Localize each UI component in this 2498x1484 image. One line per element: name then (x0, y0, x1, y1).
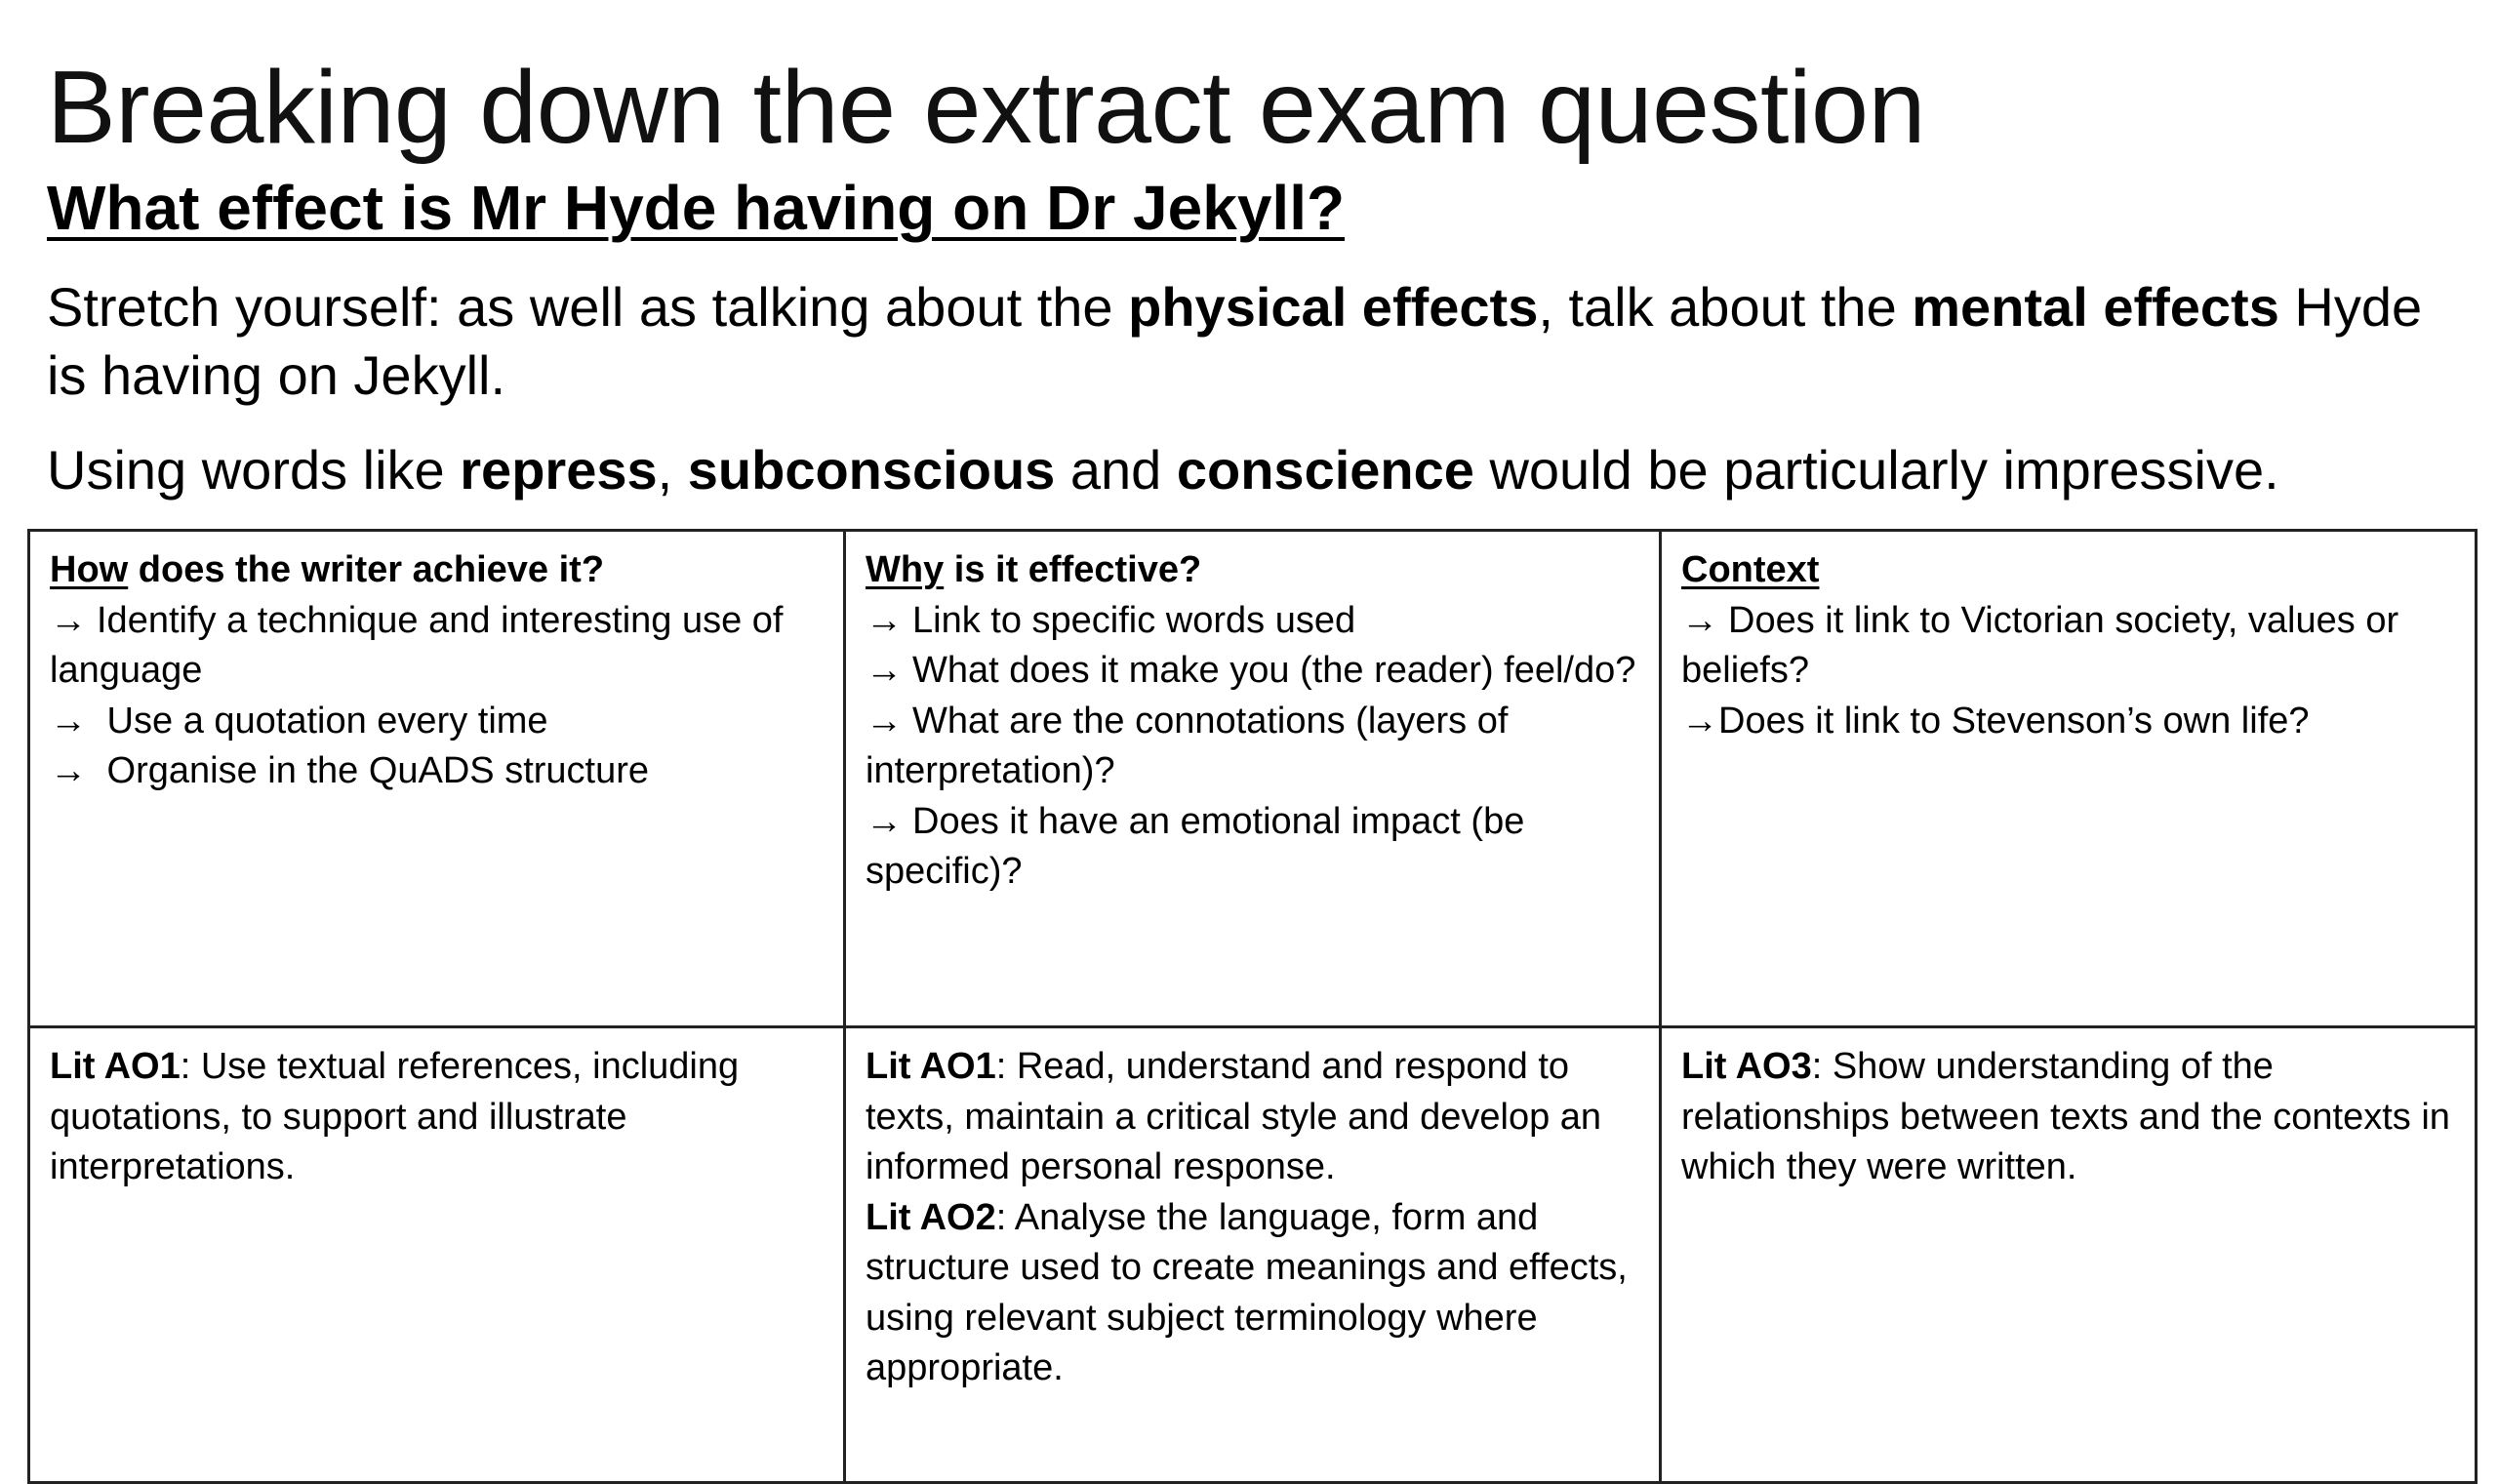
how-heading-rest: does the writer achieve it? (128, 549, 605, 590)
why-item (866, 646, 1641, 697)
ao-left-label: Lit AO1 (50, 1046, 181, 1087)
context-item-text: Does it link to Victorian society, values or beliefs? (1681, 599, 2399, 691)
words-sep-2: and (1055, 439, 1177, 501)
stretch-end-text: Hyde is having on Jekyll. (47, 276, 2423, 406)
context-cell (1661, 531, 2477, 1027)
how-heading-underlined: How (50, 549, 129, 590)
ao-right-cell (1661, 1027, 2477, 1483)
why-cell (845, 531, 1661, 1027)
words-end-text: would be particularly impressive. (1473, 439, 2279, 501)
arrow-icon: → (1681, 700, 1718, 742)
ao2-block (866, 1193, 1641, 1394)
how-item (50, 697, 826, 747)
why-item (866, 596, 1641, 647)
why-item (866, 797, 1641, 898)
ao1-label: Lit AO1 (866, 1046, 996, 1087)
arrow-icon: → (1681, 599, 1718, 641)
stretch-mental-effects: mental effects (1912, 276, 2279, 338)
ao-right-label: Lit AO3 (1681, 1046, 1812, 1087)
ao1-text: : Read, understand and respond to texts, maintain a critical style and develop an informed personal response. (866, 1046, 1602, 1187)
why-item (866, 697, 1641, 797)
stretch-middle-text: , talk about the (1538, 276, 1913, 338)
how-heading (50, 545, 826, 596)
stretch-intro-text: Stretch yourself: as well as talking about the (47, 276, 1129, 338)
arrow-icon: → (866, 700, 903, 742)
how-item-text: Use a quotation every time (97, 700, 548, 742)
why-item-text: What are the connotations (layers of interpretation)? (866, 700, 1509, 791)
word-repress: repress (460, 439, 658, 501)
words-sep-1: , (657, 439, 688, 501)
arrow-icon: → (50, 599, 87, 641)
assessment-table (27, 529, 2478, 1484)
assessment-objectives-row (29, 1027, 2477, 1483)
why-heading-underlined: Why (866, 549, 945, 590)
guidance-row (29, 531, 2477, 1027)
context-item (1681, 697, 2457, 747)
word-conscience: conscience (1176, 439, 1474, 501)
arrow-icon: → (866, 650, 903, 691)
exam-question: What effect is Mr Hyde having on Dr Jekyll? (47, 173, 1346, 243)
context-item-text: Does it link to Stevenson’s own life? (1718, 700, 2310, 742)
ao-left-cell (29, 1027, 845, 1483)
context-heading-underlined: Context (1681, 549, 1820, 590)
ao-left-text: : Use textual references, including quotations, to support and illustrate interpretations. (50, 1046, 740, 1187)
slide-title: Breaking down the extract exam question (47, 50, 1925, 165)
context-heading (1681, 545, 2457, 596)
arrow-icon: → (866, 599, 903, 641)
why-item-text: Link to specific words used (912, 599, 1356, 641)
why-item-text: Does it have an emotional impact (be specific)? (866, 800, 1525, 892)
how-cell (29, 531, 845, 1027)
why-heading (866, 545, 1641, 596)
vocabulary-instruction (47, 436, 2279, 504)
ao-middle-cell (845, 1027, 1661, 1483)
words-intro-text: Using words like (47, 439, 461, 501)
how-item-text: Organise in the QuADS structure (97, 750, 650, 791)
how-item (50, 746, 826, 797)
arrow-icon: → (50, 700, 87, 742)
context-item (1681, 596, 2457, 697)
stretch-physical-effects: physical effects (1128, 276, 1539, 338)
stretch-instruction (47, 273, 2447, 410)
ao-right-text: : Show understanding of the relationships between texts and the contexts in which they were written. (1681, 1046, 2450, 1187)
arrow-icon: → (50, 750, 87, 791)
why-heading-rest: is it effective? (944, 549, 1202, 590)
ao2-label: Lit AO2 (866, 1196, 996, 1238)
how-item-text: Identify a technique and interesting use of language (50, 599, 784, 691)
ao1-block (866, 1042, 1641, 1193)
ao2-text: : Analyse the language, form and structure used to create meanings and effects, using relevant subject terminology where appropriate. (866, 1196, 1628, 1388)
why-item-text: What does it make you (the reader) feel/do? (912, 650, 1636, 691)
arrow-icon: → (866, 800, 903, 842)
word-subconscious: subconscious (687, 439, 1056, 501)
how-item (50, 596, 826, 697)
